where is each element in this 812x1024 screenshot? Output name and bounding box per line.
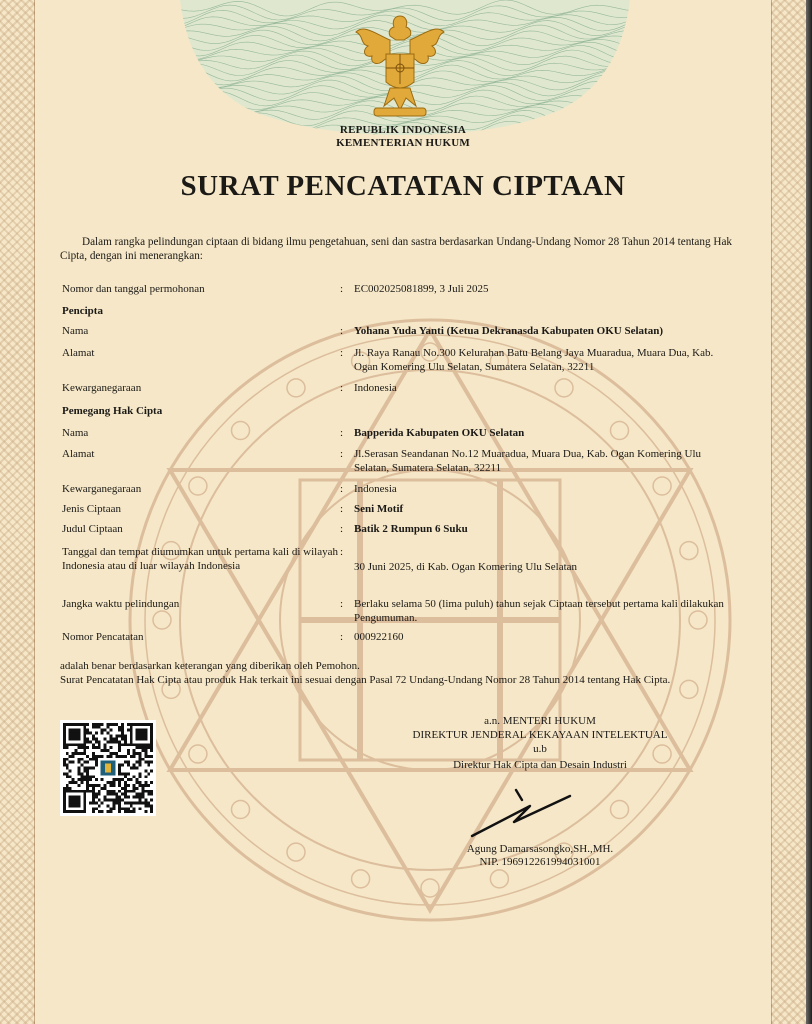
tanggal-diumumkan-label: Tanggal dan tempat diumumkan untuk pertama kali di wilayah Indonesia atau di luar wilayah Indonesia — [62, 546, 338, 572]
window-edge — [806, 0, 812, 1024]
nomor-pencatatan-label: Nomor Pencatatan — [62, 631, 144, 643]
colon: : — [340, 382, 344, 394]
right-ornamental-border — [771, 0, 806, 1024]
left-ornamental-border — [0, 0, 35, 1024]
jenis-ciptaan-value: Seni Motif — [354, 503, 404, 515]
jangka-waktu-value: Berlaku selama 50 (lima puluh) tahun sejak Ciptaan tersebut pertama kali dilakukan Pengumuman. — [354, 598, 724, 624]
pemegang-kewarganegaraan-label: Kewarganegaraan — [62, 483, 142, 495]
qr-code-icon[interactable] — [60, 720, 156, 816]
signatory-nip: NIP. 196912261994031001 — [479, 856, 601, 868]
intro-paragraph: Dalam rangka pelindungan ciptaan di bidang ilmu pengetahuan, seni dan sastra berdasarkan Undang-Undang Nomor 28 Tahun 2014 tentang Hak Cipta, dengan ini menerangkan: — [60, 236, 732, 262]
pemegang-kewarganegaraan-value: Indonesia — [354, 483, 397, 495]
colon: : — [340, 483, 344, 495]
colon: : — [340, 546, 344, 558]
signature-an: a.n. MENTERI HUKUM — [484, 715, 596, 727]
colon: : — [340, 631, 344, 643]
pencipta-nama-label: Nama — [62, 325, 89, 337]
colon: : — [340, 427, 344, 439]
pemegang-nama-value: Bapperida Kabupaten OKU Selatan — [354, 427, 525, 439]
judul-ciptaan-label: Judul Ciptaan — [62, 523, 123, 535]
pemegang-nama-label: Nama — [62, 427, 89, 439]
country-name: REPUBLIK INDONESIA — [339, 124, 467, 136]
pencipta-nama-value: Yohana Yuda Yanti (Ketua Dekranasda Kabupaten OKU Selatan) — [354, 325, 663, 337]
nomor-label: Nomor dan tanggal permohonan — [62, 283, 205, 295]
nomor-pencatatan-value: 000922160 — [354, 631, 404, 643]
colon: : — [340, 503, 344, 515]
garuda-emblem-icon — [350, 10, 450, 128]
pencipta-heading: Pencipta — [62, 305, 103, 317]
tanggal-diumumkan-value: 30 Juni 2025, di Kab. Ogan Komering Ulu Selatan — [354, 561, 578, 573]
nomor-value: EC002025081899, 3 Juli 2025 — [354, 283, 489, 295]
colon: : — [340, 523, 344, 535]
pemegang-alamat-value: Jl.Serasan Seandanan No.12 Muaradua, Muara Dua, Kab. Ogan Komering Ulu Selatan, Sumatera Selatan, 32211 — [354, 448, 702, 474]
colon: : — [340, 325, 344, 337]
ministry-name: KEMENTERIAN HUKUM — [336, 137, 470, 149]
closing-paragraph — [60, 660, 736, 687]
closing-line-1: adalah benar berdasarkan keterangan yang diberikan oleh Pemohon. — [60, 660, 360, 672]
signature-ub: u.b — [533, 743, 547, 755]
jenis-ciptaan-label: Jenis Ciptaan — [62, 503, 121, 515]
pencipta-kewarganegaraan-label: Kewarganegaraan — [62, 382, 142, 394]
closing-line-2: Surat Pencatatan Hak Cipta atau produk Hak terkait ini sesuai dengan Pasal 72 Undang-Undang Nomor 28 Tahun 2014 tentang Hak Cipta. — [60, 673, 671, 686]
colon: : — [340, 283, 344, 295]
signature-directorate: DIREKTUR JENDERAL KEKAYAAN INTELEKTUAL — [412, 729, 668, 741]
signature-mark-icon — [470, 778, 580, 838]
pemegang-heading: Pemegang Hak Cipta — [62, 405, 163, 417]
signatory-name: Agung Damarsasongko,SH.,MH. — [466, 843, 614, 855]
colon: : — [340, 448, 344, 460]
jangka-waktu-label: Jangka waktu pelindungan — [62, 598, 180, 610]
pencipta-alamat-value: Jl. Raya Ranau No.300 Kelurahan Batu Belang Jaya Muaradua, Muara Dua, Kab. Ogan Komering Ulu Selatan, Sumatera Selatan, 32211 — [354, 347, 714, 373]
pencipta-alamat-label: Alamat — [62, 347, 95, 359]
pencipta-kewarganegaraan-value: Indonesia — [354, 382, 397, 394]
document-title: SURAT PENCATATAN CIPTAAN — [180, 170, 626, 202]
pemegang-alamat-label: Alamat — [62, 448, 95, 460]
colon: : — [340, 598, 344, 610]
colon: : — [340, 347, 344, 359]
judul-ciptaan-value: Batik 2 Rumpun 6 Suku — [354, 523, 468, 535]
signature-director: Direktur Hak Cipta dan Desain Industri — [453, 759, 627, 771]
